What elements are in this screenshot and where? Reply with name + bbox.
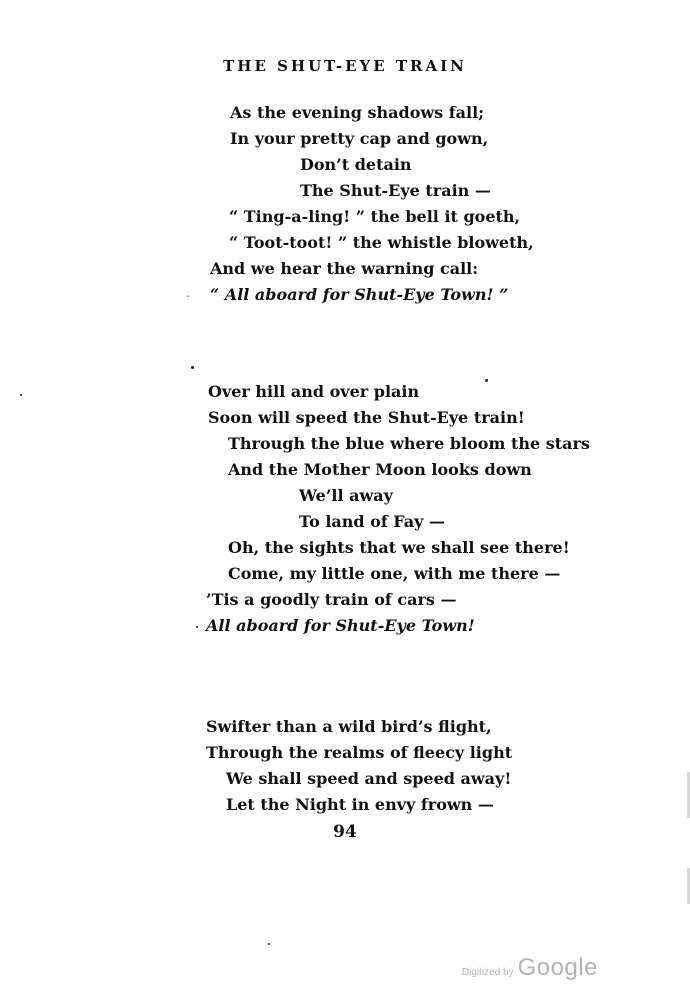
poem-line: Swifter than a wild bird’s flight, [206, 717, 492, 736]
poem-line: ’Tis a goodly train of cars — [206, 590, 457, 609]
poem-line: Come, my little one, with me there — [228, 564, 561, 583]
poem-line: Through the realms of fleecy light [206, 743, 513, 762]
scan-speck: - [186, 291, 190, 302]
poem-line-refrain: All aboard for Shut-Eye Town! [206, 616, 475, 635]
poem-line: As the evening shadows fall; [230, 103, 485, 122]
poem-line: Over hill and over plain [208, 382, 420, 401]
poem-line: Soon will speed the Shut-Eye train! [208, 408, 525, 427]
poem-line-refrain: “ All aboard for Shut-Eye Town! ” [210, 285, 509, 304]
scan-speck [20, 394, 22, 396]
google-logo: Google [517, 954, 598, 981]
poem-line: Oh, the sights that we shall see there! [228, 538, 570, 557]
poem-line: Don’t detain [300, 155, 412, 174]
scan-speck [196, 626, 198, 628]
poem-line: Let the Night in envy frown — [226, 795, 494, 814]
scan-speck [485, 379, 488, 382]
poem-line: And we hear the warning call: [210, 259, 479, 278]
running-header: THE SHUT-EYE TRAIN [223, 57, 467, 75]
scan-speck [268, 943, 270, 945]
poem-line: The Shut-Eye train — [300, 181, 491, 200]
poem-line: “ Ting-a-ling! ” the bell it goeth, [229, 207, 521, 226]
poem-line: We shall speed and speed away! [226, 769, 512, 788]
scan-speck [191, 366, 194, 369]
poem-line: Through the blue where bloom the stars [228, 434, 590, 453]
page-number: 94 [333, 822, 357, 842]
digitized-watermark [462, 954, 598, 982]
poem-line: We’ll away [299, 486, 393, 505]
poem-line: To land of Fay — [299, 512, 445, 531]
watermark-caption: Digitized by [461, 967, 514, 978]
poem-line: “ Toot-toot! ” the whistle bloweth, [229, 233, 534, 252]
poem-line: And the Mother Moon looks down [228, 460, 532, 479]
poem-line: In your pretty cap and gown, [230, 129, 489, 148]
